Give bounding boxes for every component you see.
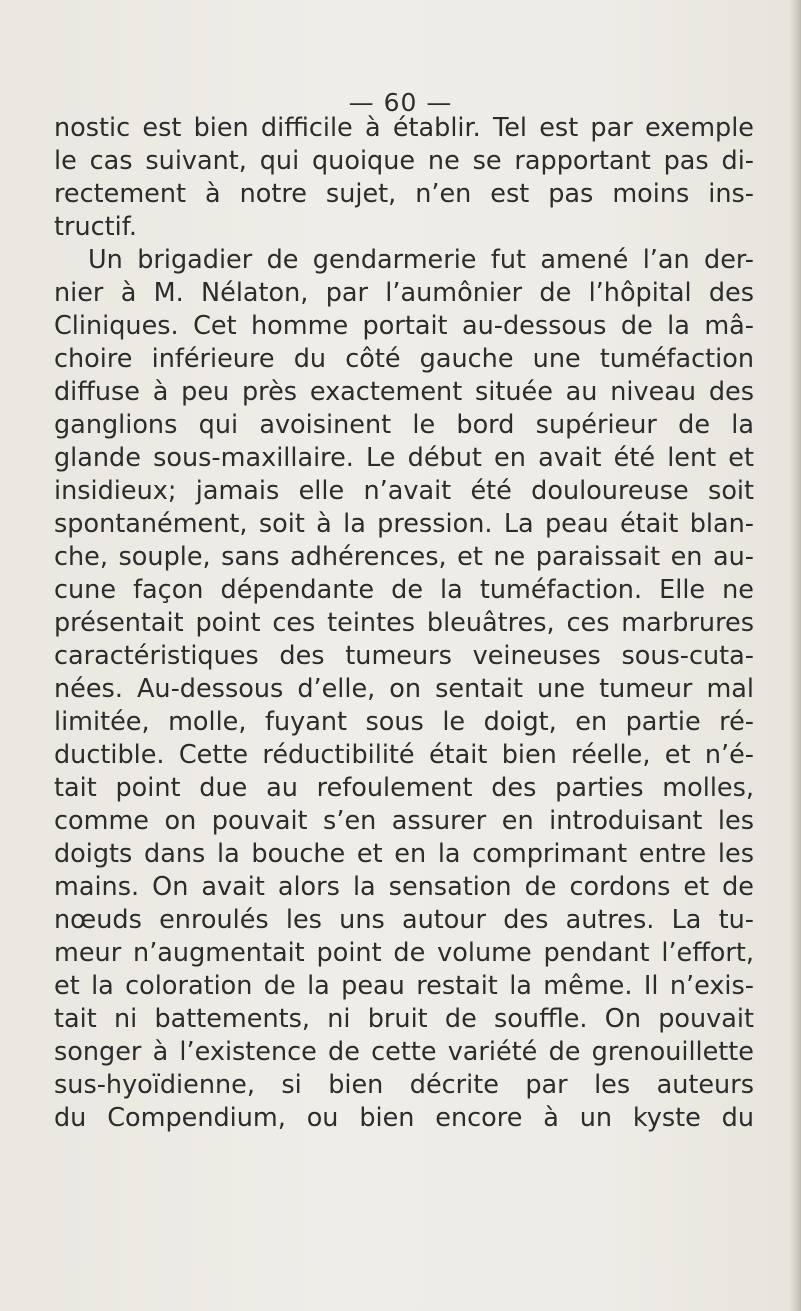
text-line: mains. On avait alors la sensation de cordons et de [54,872,754,902]
text-line: sus-hyoïdienne, si bien décrite par les auteurs [54,1070,754,1100]
text-line: présentait point ces teintes bleuâtres, ces marbrures [54,608,754,638]
page-edge-shadow [789,0,801,1311]
text-line: nier à M. Nélaton, par l’aumônier de l’hôpital des [54,278,754,308]
text-line: meur n’augmentait point de volume pendant l’effort, [54,938,754,968]
text-line: caractéristiques des tumeurs veineuses sous-cuta- [54,641,754,671]
text-line: doigts dans la bouche et en la comprimant entre les [54,839,754,869]
text-line: tait ni battements, ni bruit de souffle. On pouvait [54,1004,754,1034]
text-line: et la coloration de la peau restait la même. Il n’exis- [54,971,754,1001]
text-line: limitée, molle, fuyant sous le doigt, en partie ré- [54,707,754,737]
text-line: Cliniques. Cet homme portait au-dessous de la mâ- [54,311,754,341]
text-line: comme on pouvait s’en assurer en introduisant les [54,806,754,836]
text-line: choire inférieure du côté gauche une tuméfaction [54,344,754,374]
text-line: nostic est bien difficile à établir. Tel est par exemple [54,113,754,143]
text-line: le cas suivant, qui quoique ne se rapportant pas di- [54,146,754,176]
text-line: Un brigadier de gendarmerie fut amené l’an der- [88,245,754,275]
text-line: rectement à notre sujet, n’en est pas moins ins- [54,179,754,209]
text-line: tructif. [54,212,137,242]
text-line: diffuse à peu près exactement située au niveau des [54,377,754,407]
text-line: nées. Au-dessous d’elle, on sentait une tumeur mal [54,674,754,704]
text-line: songer à l’existence de cette variété de grenouillette [54,1037,754,1067]
body-text [54,112,754,1135]
text-line: cune façon dépendante de la tuméfaction. Elle ne [54,575,754,605]
text-line: du Compendium, ou bien encore à un kyste du [54,1103,754,1133]
page-number: — 60 — [348,88,453,117]
text-line: tait point due au refoulement des parties molles, [54,773,754,803]
text-line: spontanément, soit à la pression. La peau était blan- [54,509,754,539]
text-line: ganglions qui avoisinent le bord supérieur de la [54,410,754,440]
text-line: che, souple, sans adhérences, et ne paraissait en au- [54,542,754,572]
text-line: ductible. Cette réductibilité était bien réelle, et n’é- [54,740,754,770]
text-line: nœuds enroulés les uns autour des autres. La tu- [54,905,754,935]
text-line: glande sous-maxillaire. Le début en avait été lent et [54,443,754,473]
text-line: insidieux; jamais elle n’avait été douloureuse soit [54,476,754,506]
